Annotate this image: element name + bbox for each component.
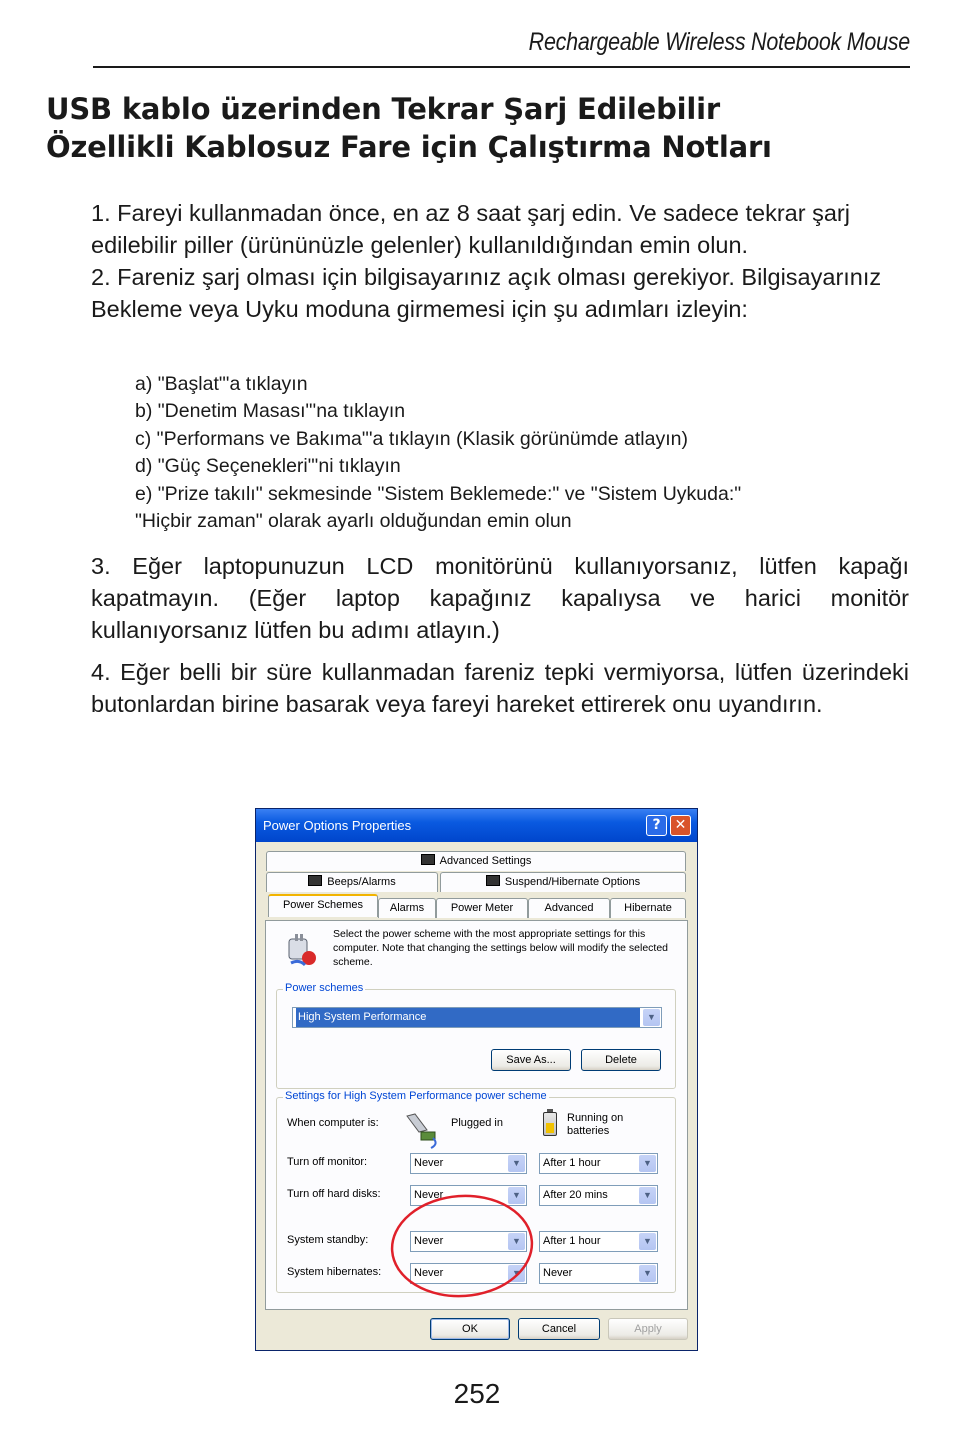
power-scheme-value: High System Performance xyxy=(296,1008,640,1027)
step-e: e) "Prize takılı" sekmesinde "Sistem Beklemede:" ve "Sistem Uykuda:" xyxy=(135,482,742,505)
plugged-in-label: Plugged in xyxy=(451,1117,503,1129)
system-standby-plugged-select[interactable]: Never ▼ xyxy=(410,1231,527,1252)
apply-button[interactable]: Apply xyxy=(608,1318,688,1340)
system-hibernates-plugged-select[interactable]: Never ▼ xyxy=(410,1263,527,1284)
turn-off-monitor-label: Turn off monitor: xyxy=(287,1156,368,1168)
chevron-down-icon: ▼ xyxy=(643,1009,660,1026)
power-options-dialog xyxy=(255,808,698,1351)
help-button[interactable]: ? xyxy=(646,815,667,836)
paragraph-2: 2. Fareniz şarj olması için bilgisayarınız açık olması gerekiyor. Bilgisayarınız Bekleme veya Uyku moduna girmemesi için şu adımları izleyin: xyxy=(91,264,882,322)
ok-button[interactable]: OK xyxy=(430,1318,510,1340)
chevron-down-icon: ▼ xyxy=(508,1155,525,1172)
paragraph-1: 1. Fareyi kullanmadan önce, en az 8 saat şarj edin. Ve sadece tekrar şarj edilebilir piller (ürününüzle gelenler) kullanıldığından emin olun. xyxy=(91,200,850,258)
close-button[interactable]: ✕ xyxy=(670,815,691,836)
intro-paragraphs xyxy=(91,197,909,325)
delete-button[interactable]: Delete xyxy=(581,1049,661,1071)
tab-alarms[interactable]: Alarms xyxy=(378,898,436,918)
tab-suspend-hibernate[interactable]: Suspend/Hibernate Options xyxy=(440,872,686,892)
chevron-down-icon: ▼ xyxy=(639,1187,656,1204)
chevron-down-icon: ▼ xyxy=(639,1233,656,1250)
tab-hibernate[interactable]: Hibernate xyxy=(610,898,686,918)
heading-line-1: USB kablo üzerinden Tekrar Şarj Edilebilir xyxy=(46,92,721,126)
step-b: b) "Denetim Masası"'na tıklayın xyxy=(135,400,406,423)
power-schemes-group-label: Power schemes xyxy=(285,982,364,994)
step-a: a) "Başlat"'a tıklayın xyxy=(135,373,308,395)
tab-power-schemes[interactable]: Power Schemes xyxy=(268,894,378,917)
step-d: d) "Güç Seçenekleri"'ni tıklayın xyxy=(135,455,401,478)
tab-beeps-alarms[interactable]: Beeps/Alarms xyxy=(266,872,438,892)
step-e-continued: "Hiçbir zaman" olarak ayarlı olduğundan emin olun xyxy=(135,510,572,533)
when-computer-is-label: When computer is: xyxy=(287,1117,379,1129)
scheme-description: Select the power scheme with the most appropriate settings for this computer. Note that changing the settings below will modify the selected scheme. xyxy=(333,928,669,968)
scheme-settings-group-label: Settings for High System Performance power scheme xyxy=(285,1090,547,1102)
turn-off-hard-disks-battery-select[interactable]: After 20 mins ▼ xyxy=(539,1185,658,1206)
system-hibernates-label: System hibernates: xyxy=(287,1266,382,1278)
system-hibernates-battery-select[interactable]: Never ▼ xyxy=(539,1263,658,1284)
chevron-down-icon: ▼ xyxy=(508,1265,525,1282)
running-on-batteries-label: Running on batteries xyxy=(567,1112,624,1137)
tab-advanced[interactable]: Advanced xyxy=(528,898,610,918)
page-number: 252 xyxy=(453,1378,501,1409)
tab-advanced-settings[interactable]: Advanced Settings xyxy=(266,851,686,871)
system-standby-battery-select[interactable]: After 1 hour ▼ xyxy=(539,1231,658,1252)
turn-off-monitor-battery-select[interactable]: After 1 hour ▼ xyxy=(539,1153,658,1174)
steps-list xyxy=(135,371,741,535)
save-as-button[interactable]: Save As... xyxy=(491,1049,571,1071)
paragraph-4: 4. Eğer belli bir süre kullanmadan fareniz tepki vermiyorsa, lütfen üzerindeki butonlardan birine basarak veya fareyi hareket ettirerek onu uyandırın. xyxy=(91,659,909,717)
chevron-down-icon: ▼ xyxy=(508,1187,525,1204)
cancel-button[interactable]: Cancel xyxy=(518,1318,600,1340)
dialog-title: Power Options Properties xyxy=(263,818,412,833)
paragraph-3: 3. Eğer laptopunuzun LCD monitörünü kullanıyorsanız, lütfen kapağı kapatmayın. (Eğer laptop kapağınız kapalıysa ve harici monitör kullanıyorsanız lütfen bu adımı atlayın.) xyxy=(91,553,909,643)
heading-line-2: Özellikli Kablosuz Fare için Çalıştırma Notları xyxy=(46,130,772,164)
chevron-down-icon: ▼ xyxy=(508,1233,525,1250)
header-rule xyxy=(93,66,910,68)
section-heading xyxy=(46,90,926,166)
system-standby-label: System standby: xyxy=(287,1234,369,1246)
highlight-circle xyxy=(256,809,697,1350)
turn-off-monitor-plugged-select[interactable]: Never ▼ xyxy=(410,1153,527,1174)
tab-power-meter[interactable]: Power Meter xyxy=(436,898,528,918)
running-header: Rechargeable Wireless Notebook Mouse xyxy=(528,28,910,56)
chevron-down-icon: ▼ xyxy=(639,1265,656,1282)
turn-off-hard-disks-plugged-select[interactable]: Never ▼ xyxy=(410,1185,527,1206)
turn-off-hard-disks-label: Turn off hard disks: xyxy=(287,1188,381,1200)
chevron-down-icon: ▼ xyxy=(639,1155,656,1172)
step-c: c) "Performans ve Bakıma"'a tıklayın (Klasik görünümde atlayın) xyxy=(135,427,688,450)
